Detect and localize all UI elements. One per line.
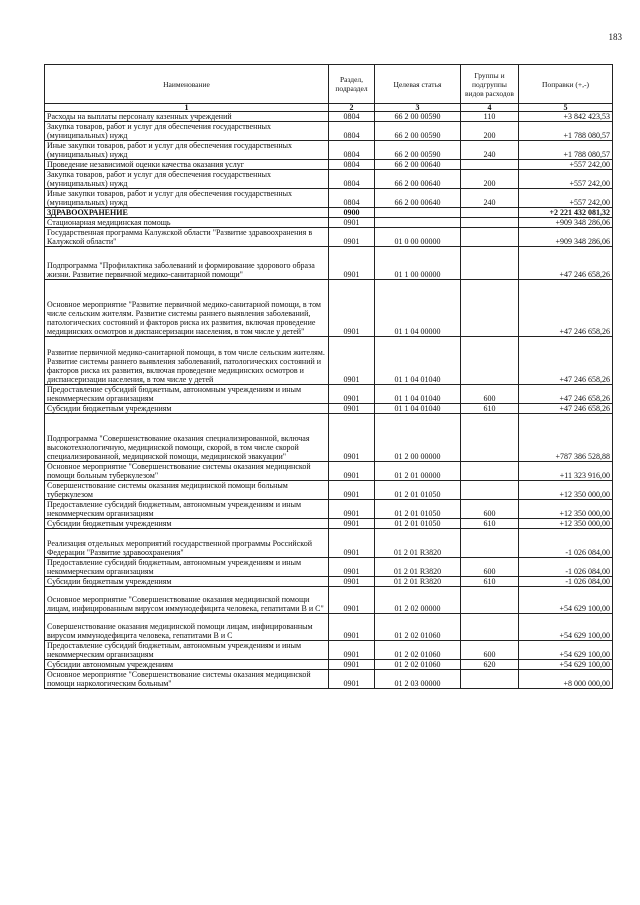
row-article: [375, 218, 461, 228]
row-amount: +54 629 100,00: [519, 641, 613, 660]
row-section: 0804: [329, 112, 375, 122]
row-name: Предоставление субсидий бюджетным, автономным учреждениям и иным некоммерческим организациям: [45, 385, 329, 404]
row-amount: +11 323 916,00: [519, 462, 613, 481]
table-row: [45, 247, 613, 280]
page-number: 183: [608, 32, 622, 42]
header-group: Группы и подгруппы видов расходов: [461, 65, 519, 104]
row-amount: +47 246 658,26: [519, 404, 613, 414]
row-name: Субсидии бюджетным учреждениям: [45, 519, 329, 529]
row-name: Совершенствование системы оказания медицинской помощи больным туберкулезом: [45, 481, 329, 500]
column-number: 3: [375, 104, 461, 112]
table-row: [45, 641, 613, 660]
row-group: [461, 670, 519, 689]
table-row: [45, 122, 613, 141]
header-article: Целевая статья: [375, 65, 461, 104]
table-row: [45, 462, 613, 481]
row-section: 0804: [329, 189, 375, 208]
row-name: Основное мероприятие "Совершенствование системы оказания медицинской помощи наркологическим больным": [45, 670, 329, 689]
table-row: [45, 280, 613, 337]
row-amount: -1 026 084,00: [519, 529, 613, 558]
row-amount: +47 246 658,26: [519, 247, 613, 280]
row-article: 01 2 01 R3820: [375, 558, 461, 577]
row-group: 200: [461, 170, 519, 189]
column-number: 5: [519, 104, 613, 112]
table-row: [45, 404, 613, 414]
budget-amendments-table: [44, 64, 613, 689]
row-group: [461, 337, 519, 385]
row-group: 620: [461, 660, 519, 670]
row-amount: +1 788 080,57: [519, 122, 613, 141]
row-name: Субсидии бюджетным учреждениям: [45, 577, 329, 587]
table-row: [45, 670, 613, 689]
table-row: [45, 385, 613, 404]
row-group: [461, 414, 519, 462]
row-section: 0901: [329, 385, 375, 404]
table-row: [45, 112, 613, 122]
row-amount: +47 246 658,26: [519, 385, 613, 404]
row-section: 0901: [329, 337, 375, 385]
column-number: 4: [461, 104, 519, 112]
row-amount: -1 026 084,00: [519, 558, 613, 577]
table-row: [45, 500, 613, 519]
row-group: 600: [461, 558, 519, 577]
row-article: 66 2 00 00590: [375, 122, 461, 141]
row-group: 610: [461, 577, 519, 587]
row-group: [461, 587, 519, 614]
row-article: [375, 208, 461, 218]
row-amount: +909 348 286,06: [519, 228, 613, 247]
table-row: [45, 587, 613, 614]
table-row: [45, 414, 613, 462]
table-header-row: [45, 65, 613, 104]
row-amount: +54 629 100,00: [519, 614, 613, 641]
row-name: ЗДРАВООХРАНЕНИЕ: [45, 208, 329, 218]
table-row: [45, 660, 613, 670]
table-row: [45, 228, 613, 247]
row-amount: +47 246 658,26: [519, 337, 613, 385]
table-row: [45, 160, 613, 170]
row-group: 600: [461, 385, 519, 404]
table-row: [45, 208, 613, 218]
table-row: [45, 189, 613, 208]
row-group: 110: [461, 112, 519, 122]
row-section: 0804: [329, 170, 375, 189]
row-amount: +8 000 000,00: [519, 670, 613, 689]
row-section: 0804: [329, 122, 375, 141]
row-article: 01 2 03 00000: [375, 670, 461, 689]
row-name: Государственная программа Калужской области "Развитие здравоохранения в Калужской области": [45, 228, 329, 247]
row-amount: +1 788 080,57: [519, 141, 613, 160]
row-section: 0901: [329, 414, 375, 462]
row-amount: +909 348 286,06: [519, 218, 613, 228]
row-article: 01 2 01 01050: [375, 519, 461, 529]
row-article: 01 1 04 01040: [375, 337, 461, 385]
row-section: 0901: [329, 519, 375, 529]
row-group: [461, 529, 519, 558]
row-name: Проведение независимой оценки качества оказания услуг: [45, 160, 329, 170]
row-article: 66 2 00 00590: [375, 112, 461, 122]
row-article: 66 2 00 00640: [375, 170, 461, 189]
table-row: [45, 529, 613, 558]
row-group: 600: [461, 500, 519, 519]
row-section: 0901: [329, 587, 375, 614]
row-name: Предоставление субсидий бюджетным, автономным учреждениям и иным некоммерческим организациям: [45, 641, 329, 660]
row-name: Иные закупки товаров, работ и услуг для обеспечения государственных (муниципальных) нужд: [45, 189, 329, 208]
row-section: 0901: [329, 614, 375, 641]
row-amount: +47 246 658,26: [519, 280, 613, 337]
row-name: Закупка товаров, работ и услуг для обеспечения государственных (муниципальных) нужд: [45, 122, 329, 141]
row-amount: +12 350 000,00: [519, 500, 613, 519]
row-group: [461, 462, 519, 481]
row-article: 01 2 01 01050: [375, 500, 461, 519]
row-group: [461, 228, 519, 247]
row-name: Развитие первичной медико-санитарной помощи, в том числе сельским жителям. Развитие системы раннего выявления заболеваний, патологических состояний и факторов риска их развития, включая проведение медицинских осмотров и диспансеризации населения, в том числе у детей: [45, 337, 329, 385]
column-number-row: [45, 104, 613, 112]
row-section: 0901: [329, 577, 375, 587]
row-section: 0804: [329, 141, 375, 160]
row-article: 66 2 00 00590: [375, 141, 461, 160]
row-name: Расходы на выплаты персоналу казенных учреждений: [45, 112, 329, 122]
row-article: 01 1 04 00000: [375, 280, 461, 337]
row-amount: +2 221 432 081,32: [519, 208, 613, 218]
row-name: Основное мероприятие "Совершенствование оказания медицинской помощи лицам, инфицированным вирусом иммунодефицита человека, гепатитами В и С": [45, 587, 329, 614]
row-article: 01 2 02 01060: [375, 641, 461, 660]
row-name: Реализация отдельных мероприятий государственной программы Российской Федерации "Развитие здравоохранения": [45, 529, 329, 558]
row-name: Основное мероприятие "Совершенствование системы оказания медицинской помощи больным туберкулезом": [45, 462, 329, 481]
row-amount: +3 842 423,53: [519, 112, 613, 122]
row-name: Субсидии автономным учреждениям: [45, 660, 329, 670]
table-row: [45, 170, 613, 189]
row-article: 01 2 02 01060: [375, 660, 461, 670]
row-section: 0901: [329, 500, 375, 519]
row-group: [461, 208, 519, 218]
row-amount: -1 026 084,00: [519, 577, 613, 587]
row-group: [461, 280, 519, 337]
row-article: 66 2 00 00640: [375, 160, 461, 170]
row-name: Стационарная медицинская помощь: [45, 218, 329, 228]
row-name: Предоставление субсидий бюджетным, автономным учреждениям и иным некоммерческим организациям: [45, 558, 329, 577]
row-name: Основное мероприятие "Развитие первичной медико-санитарной помощи, в том числе сельским жителям. Развитие системы раннего выявления заболеваний, патологических состояний и факторов риска их развития, включая проведение медицинских осмотров и диспансеризации населения, в том числе у детей": [45, 280, 329, 337]
row-section: 0901: [329, 462, 375, 481]
row-section: 0901: [329, 481, 375, 500]
table-row: [45, 481, 613, 500]
table-row: [45, 614, 613, 641]
row-article: 01 2 00 00000: [375, 414, 461, 462]
row-amount: +557 242,00: [519, 189, 613, 208]
column-number: 1: [45, 104, 329, 112]
row-name: Закупка товаров, работ и услуг для обеспечения государственных (муниципальных) нужд: [45, 170, 329, 189]
row-group: 600: [461, 641, 519, 660]
row-group: 200: [461, 122, 519, 141]
row-section: 0901: [329, 228, 375, 247]
table-row: [45, 519, 613, 529]
row-group: 240: [461, 141, 519, 160]
row-amount: +12 350 000,00: [519, 481, 613, 500]
row-section: 0901: [329, 404, 375, 414]
row-article: 01 2 01 00000: [375, 462, 461, 481]
row-amount: +787 386 528,88: [519, 414, 613, 462]
row-amount: +557 242,00: [519, 170, 613, 189]
row-amount: +12 350 000,00: [519, 519, 613, 529]
header-section: Раздел, подраздел: [329, 65, 375, 104]
row-amount: +557 242,00: [519, 160, 613, 170]
row-section: 0901: [329, 280, 375, 337]
row-section: 0900: [329, 208, 375, 218]
column-number: 2: [329, 104, 375, 112]
row-article: 01 2 01 01050: [375, 481, 461, 500]
row-group: 610: [461, 519, 519, 529]
header-amount: Поправки (+,-): [519, 65, 613, 104]
row-article: 01 1 04 01040: [375, 404, 461, 414]
row-amount: +54 629 100,00: [519, 587, 613, 614]
row-name: Предоставление субсидий бюджетным, автономным учреждениям и иным некоммерческим организациям: [45, 500, 329, 519]
row-name: Подпрограмма "Профилактика заболеваний и формирование здорового образа жизни. Развитие первичной медико-санитарной помощи": [45, 247, 329, 280]
row-article: 66 2 00 00640: [375, 189, 461, 208]
row-article: 01 1 00 00000: [375, 247, 461, 280]
row-group: 610: [461, 404, 519, 414]
row-group: [461, 614, 519, 641]
table-row: [45, 337, 613, 385]
row-section: 0901: [329, 558, 375, 577]
row-article: 01 2 01 R3820: [375, 529, 461, 558]
row-group: [461, 247, 519, 280]
table-body: [45, 112, 613, 689]
row-section: 0804: [329, 160, 375, 170]
row-section: 0901: [329, 247, 375, 280]
row-amount: +54 629 100,00: [519, 660, 613, 670]
row-article: 01 2 02 00000: [375, 587, 461, 614]
row-name: Субсидии бюджетным учреждениям: [45, 404, 329, 414]
row-name: Иные закупки товаров, работ и услуг для обеспечения государственных (муниципальных) нужд: [45, 141, 329, 160]
row-article: 01 1 04 01040: [375, 385, 461, 404]
row-section: 0901: [329, 670, 375, 689]
row-section: 0901: [329, 641, 375, 660]
header-name: Наименование: [45, 65, 329, 104]
row-group: [461, 218, 519, 228]
row-section: 0901: [329, 218, 375, 228]
row-article: 01 2 01 R3820: [375, 577, 461, 587]
row-article: 01 0 00 00000: [375, 228, 461, 247]
table-row: [45, 577, 613, 587]
table-row: [45, 141, 613, 160]
row-article: 01 2 02 01060: [375, 614, 461, 641]
table-row: [45, 558, 613, 577]
row-group: [461, 481, 519, 500]
row-name: Подпрограмма "Совершенствование оказания специализированной, включая высокотехнологичную, медицинской помощи, скорой, в том числе скорой специализированной, медицинской помощи, медицинской эвакуации": [45, 414, 329, 462]
row-group: 240: [461, 189, 519, 208]
row-section: 0901: [329, 529, 375, 558]
table-row: [45, 218, 613, 228]
row-section: 0901: [329, 660, 375, 670]
row-group: [461, 160, 519, 170]
row-name: Совершенствование оказания медицинской помощи лицам, инфицированным вирусом иммунодефицита человека, гепатитами В и С: [45, 614, 329, 641]
